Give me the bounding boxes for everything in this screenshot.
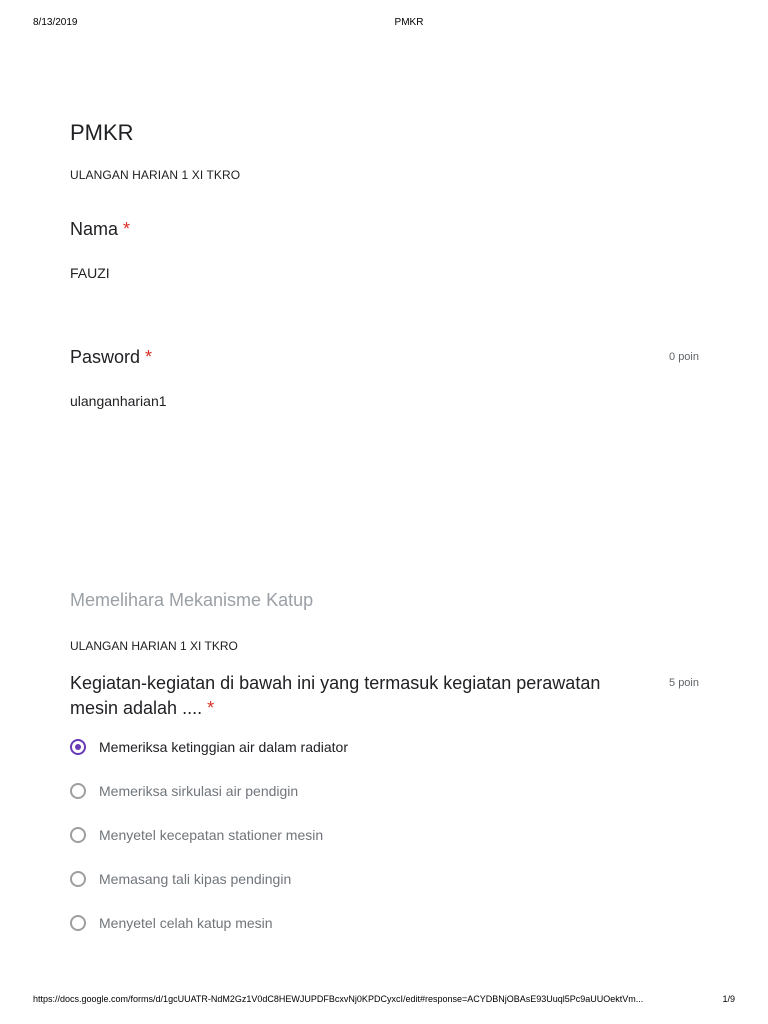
- radio-option-label: Menyetel celah katup mesin: [99, 915, 273, 931]
- radio-option-label: Memeriksa ketinggian air dalam radiator: [99, 739, 348, 755]
- question-title-text: Nama: [70, 219, 119, 239]
- radio-option-label: Memeriksa sirkulasi air pendigin: [99, 783, 299, 799]
- question-title-text: Pasword: [70, 347, 141, 367]
- radio-option[interactable]: [70, 825, 323, 845]
- radio-option[interactable]: [70, 781, 298, 801]
- question-title-text: Kegiatan-kegiatan di bawah ini yang termasuk kegiatan perawatan mesin adalah ....: [70, 673, 601, 718]
- radio-button-icon[interactable]: [70, 827, 86, 843]
- question-pasword-title: [70, 345, 152, 370]
- required-asterisk: *: [123, 219, 131, 239]
- radio-button-icon[interactable]: [70, 783, 86, 799]
- print-footer: [0, 994, 768, 1008]
- points-badge: 0 poin: [669, 351, 699, 363]
- print-date: 8/13/2019: [33, 17, 78, 28]
- radio-button-icon[interactable]: [70, 871, 86, 887]
- radio-option[interactable]: [70, 737, 348, 757]
- form-title: PMKR: [70, 120, 134, 145]
- radio-button-icon[interactable]: [70, 739, 86, 755]
- required-asterisk: *: [145, 347, 153, 367]
- form-description: ULANGAN HARIAN 1 XI TKRO: [70, 168, 241, 182]
- radio-option-label: Menyetel kecepatan stationer mesin: [99, 827, 324, 843]
- print-title: PMKR: [394, 17, 424, 28]
- answer-pasword: ulanganharian1: [70, 393, 167, 409]
- radio-option-label: Memasang tali kipas pendingin: [99, 871, 292, 887]
- section-title: Memelihara Mekanisme Katup: [70, 590, 314, 610]
- question-nama-title: [70, 217, 130, 242]
- print-url: https://docs.google.com/forms/d/1gcUUATR-NdM2Gz1V0dC8HEWJUPDFBcxvNj0KPDCyxcI/edit#response=ACYDBNjOBAsE93Uuql5Pc9aUUOektVm...: [33, 994, 644, 1004]
- mc-question-title: [70, 671, 650, 721]
- answer-nama: FAUZI: [70, 265, 110, 281]
- page-number: 1/9: [722, 994, 735, 1004]
- radio-button-icon[interactable]: [70, 915, 86, 931]
- radio-option[interactable]: [70, 913, 273, 933]
- print-header: [0, 17, 768, 31]
- section-description: ULANGAN HARIAN 1 XI TKRO: [70, 639, 238, 653]
- points-badge: 5 poin: [669, 677, 699, 689]
- radio-option[interactable]: [70, 869, 291, 889]
- required-asterisk: *: [207, 698, 215, 718]
